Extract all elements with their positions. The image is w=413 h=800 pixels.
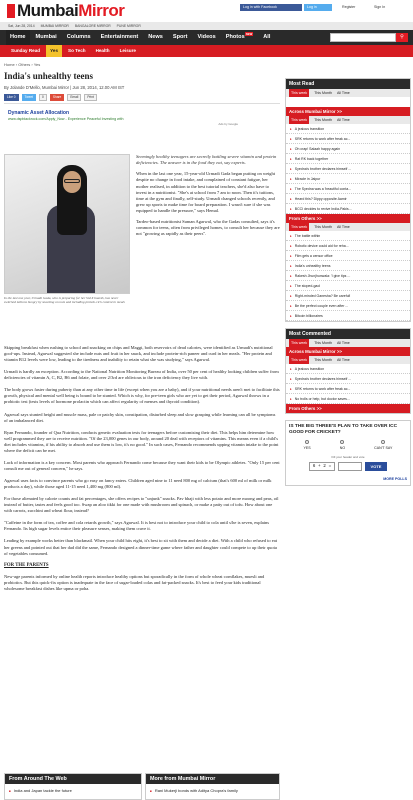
across-mirror-tabs: [286, 116, 410, 124]
section-heading: FOR THE PARENTS: [4, 562, 49, 568]
across-mirror-list: [286, 124, 410, 214]
list-item[interactable]: ▸ Bitcoin billionaires: [286, 311, 410, 321]
poll-options: [289, 440, 407, 451]
logo-text-mirror: Mirror: [78, 0, 125, 20]
more-from-mirror-item[interactable]: ■ Rani Mukerji bonds with Aditya Chopra's family: [146, 788, 279, 793]
new-badge: NEW: [245, 32, 253, 36]
ad-choices[interactable]: Ads by Google: [218, 121, 238, 126]
ad-title[interactable]: Dynamic Asset Allocation: [8, 110, 70, 117]
tweet-button[interactable]: Tweet: [22, 94, 37, 101]
twitter-login-button[interactable]: Log in: [304, 4, 332, 11]
captcha-input[interactable]: [338, 462, 362, 471]
edition-pune[interactable]: PUNE MIRROR: [116, 24, 141, 28]
facebook-login-button[interactable]: Log in with Facebook: [240, 4, 302, 11]
site-logo[interactable]: [7, 1, 124, 21]
from-others-tabs: [286, 223, 410, 231]
nav-item-columns[interactable]: Columns: [66, 34, 91, 40]
tab-this-month[interactable]: This Month: [314, 358, 332, 362]
nav-item-entertainment[interactable]: Entertainment: [100, 34, 139, 40]
list-item[interactable]: ▸ A jealous transition: [286, 364, 410, 374]
most-read-empty: [286, 97, 410, 107]
subnav-item-health[interactable]: Health: [95, 48, 110, 53]
vote-button[interactable]: VOTE: [365, 462, 387, 471]
captcha-hint: Fill your header and vote: [331, 454, 365, 459]
most-read-tabs: [286, 89, 410, 97]
nav-item-mumbai[interactable]: Mumbai: [35, 34, 57, 40]
email-button[interactable]: Email: [67, 94, 81, 101]
most-commented-tabs: [286, 339, 410, 347]
article-intro: Seemingly healthy teenagers are secretly battling severe vitamin and protein deficiencies. The answer is in the food they eat, say experts.: [136, 154, 277, 166]
subnav-item-yes[interactable]: Yes: [46, 45, 62, 57]
register-link[interactable]: Register: [342, 5, 356, 9]
tab-this-month[interactable]: This Month: [314, 91, 332, 95]
top-bar: [0, 0, 413, 22]
list-item[interactable]: ▸ A jealous transition: [286, 124, 410, 134]
tab-this-month[interactable]: This Month: [314, 341, 332, 345]
radio-icon[interactable]: [340, 440, 344, 444]
nav-item-photos[interactable]: [222, 30, 258, 45]
tab-this-week[interactable]: This week: [291, 91, 308, 95]
google-ad[interactable]: [8, 110, 280, 126]
poll-option-cant-say[interactable]: [374, 440, 392, 451]
list-item[interactable]: ▸ Rakesh Jhunjhunwala: 'I give tips ...: [286, 271, 410, 281]
list-item[interactable]: ▸ Right-minded Ganesha? Be careful!: [286, 291, 410, 301]
paragraph: For those alienated by calorie counts and fat percentages, she offers recipes to "unjunk" snacks. Pav bhaji with less potato and more moong and peas, oil instead of butter, tastes and feels good too. Swap an aloo tikki for one made with mushroom and spinach, or make a patty out of tofu. How about one with carrots, zucchini and wheat flour, instead?: [4, 496, 279, 514]
nav-photos-label: Photos: [225, 34, 245, 40]
across-mirror-title[interactable]: Across Mumbai Mirror >>: [286, 107, 410, 116]
nav-item-all[interactable]: All: [263, 34, 271, 40]
nav-item-sport[interactable]: Sport: [172, 34, 188, 40]
poll-option-no[interactable]: [340, 440, 345, 451]
logo-text-mumbai: Mumbai: [17, 0, 79, 20]
poll-widget: [285, 420, 411, 486]
tab-this-week[interactable]: This week: [291, 358, 308, 362]
logo-mark: [7, 4, 15, 18]
list-item[interactable]: ▸ Syedna's brother declares himself ...: [286, 374, 410, 384]
paragraph: Skipping breakfast when rushing to school and snacking on chips and Maggi, both reservoirs of dead calories, were identified as Urmadi's nutritional goof-ups. Instead, Agarwal suggested she include nuts and fruit in her snack, and include protein-rich paneer and curd in her meals. "Her protein and vitamin B12 levels were low, leading to the tiredness and inability to retain what she was studying," says Agarwal.: [4, 345, 273, 363]
poll-option-label: NO: [339, 445, 346, 450]
subnav-item-sunday-read[interactable]: Sunday Read: [11, 48, 41, 53]
ad-url[interactable]: www.dspblackrock.com/Apply_Now - Experience Peaceful Investing with: [8, 116, 124, 121]
list-item[interactable]: ▸ Film gets a censor office: [286, 251, 410, 261]
search-icon[interactable]: ⚲: [396, 33, 408, 42]
subnav-item-so-tech[interactable]: So Tech: [68, 48, 86, 53]
poll-question: IS THE BIG THREE'S PLAN TO TAKE OVER ICC GOOD FOR CRICKET?: [289, 424, 398, 435]
captcha-question: 6 + 2 =: [309, 462, 335, 471]
article-body: [4, 345, 280, 598]
paragraph: Ryan Fernando, founder of Qua Nutrition, conducts genetic evaluation tests for teenagers before customising their diet. This helps him determine how well programmed they are to receive nutrition. "Of the 23,000 genes in our body, around 20 deal with receptors of vitamins. This means even if a child's diet includes vitamins, if his ability to absorb and use them is low, it's no good." In such cases, Fernando recommends upping vitamin intake to the point where the deficit can be met.: [4, 429, 279, 453]
article-figure: [4, 154, 130, 305]
paragraph: Leading by example works better than blackmail. When your child hits eight, it's best to sit with them and decide a diet. With a child who refused to eat her greens and pointed out that her dad did the same, Fernando designed a dinner-time game where father and daughter could compete to up their quota of vegetables consumed.: [4, 538, 278, 556]
paragraph: Agarwal says stunted height and muscle mass, pale or patchy skin, constipation, disturbed sleep and slow grasping while learning can all be symptoms of an imbalanced diet.: [4, 411, 276, 423]
list-item[interactable]: ▸ SRK returns to work after freak ac...: [286, 134, 410, 144]
paragraph: Tardeo-based nutritionist Suman Agarwal, who the Gadas consulted, says it's common for teens, often from privileged homes, to consult her because they are not "growing as rapidly as their peers".: [136, 218, 280, 236]
list-item[interactable]: ▸ Heard this? Dippy opposite Aamir: [286, 194, 410, 204]
photo-caption: In the last one year, Urmadi Gada, who is preparing for her Std X boards, has never switched tuitions hungry by snacking on nuts and including protein-rich content in meals: [4, 296, 125, 305]
across-mirror-title[interactable]: Across Mumbai Mirror >>: [286, 347, 410, 356]
tab-this-month[interactable]: This Month: [314, 118, 332, 122]
page-title: India's unhealthy teens: [4, 71, 94, 82]
edition-bar: [0, 22, 413, 30]
share-button[interactable]: Share: [50, 94, 65, 101]
most-commented-title: Most Commented: [286, 329, 410, 339]
sub-nav: [0, 45, 413, 57]
list-item[interactable]: ▸ SRK returns to work after freak ac...: [286, 384, 410, 394]
article-photo: [4, 154, 130, 294]
breadcrumb[interactable]: Home › Others › Yes: [4, 62, 41, 67]
list-item[interactable]: ▸ BCCI decides to revive India-Pakis...: [286, 204, 410, 214]
tab-all-time[interactable]: All Time: [336, 91, 350, 95]
more-from-mirror-title: More from Mumbai Mirror: [146, 774, 279, 784]
tab-all-time[interactable]: All Time: [336, 341, 350, 345]
paragraph: Lack of information is a key concern. Most parents who approach Fernando come because they want their kids to be Olympic athletes. "Only 15 per cent consult me out of general concern," he says.: [4, 459, 280, 471]
tab-all-time[interactable]: All Time: [336, 358, 350, 362]
from-others-title[interactable]: From Others >>: [286, 404, 410, 413]
paragraph: Agarwal uses facts to convince parents who go easy on fancy eaters. Children aged nine to 11 need 800 mg of calcium (that's 600 ml of milk or milk products a day), while those aged 11-15 need 1,400 mg (800 ml).: [4, 478, 272, 490]
poll-option-label: CAN'T SAY: [374, 445, 393, 450]
around-the-web-title: From Around The Web: [5, 774, 141, 784]
article: [4, 62, 280, 592]
tab-all-time[interactable]: All Time: [336, 118, 350, 122]
facebook-like-button[interactable]: Like 0: [4, 94, 19, 101]
share-count: 0: [39, 94, 47, 101]
from-others-title[interactable]: From Others >>: [286, 214, 410, 223]
poll-option-yes[interactable]: [304, 440, 311, 451]
more-polls-link[interactable]: MORE POLLS: [383, 476, 407, 481]
tab-this-week[interactable]: This week: [291, 118, 308, 122]
list-item[interactable]: ▸ No trolls or help, but doctor saves...: [286, 394, 410, 404]
share-bar: [4, 94, 280, 104]
list-item[interactable]: ▸ India's unhealthy teens: [286, 261, 410, 271]
paragraph: New-age parents informed by online health reports introduce healthy options but sporadically in the form of whole wheat cornflakes, muesli and probiotics. But this quick-fix option is inadequate in the face of sugar-loaded colas and fat-packed snacks. It's best to feed your kids traditional wholesome breakfast dishes like upma or poha.: [4, 574, 265, 592]
subnav-item-leisure[interactable]: Leisure: [119, 48, 136, 53]
edition-mumbai[interactable]: MUMBAI MIRROR: [40, 24, 69, 28]
around-the-web-box: [4, 773, 142, 800]
from-others-list: [286, 231, 410, 321]
around-the-web-item[interactable]: ■ India and Japan tackle the future: [5, 788, 141, 793]
list-item[interactable]: ▸ The Syedna was a 'beautiful conta...: [286, 184, 410, 194]
list-item[interactable]: ▸ Rat RK back together: [286, 154, 410, 164]
most-read-title: Most Read: [286, 79, 410, 89]
tab-this-week[interactable]: This week: [291, 225, 308, 229]
sidebar: [285, 78, 411, 486]
article-lede: [136, 154, 280, 237]
list-item[interactable]: ▸ Miracle in Jaipur: [286, 174, 410, 184]
list-item[interactable]: ▸ The stoped-gaol: [286, 281, 410, 291]
radio-icon[interactable]: [381, 440, 385, 444]
list-item[interactable]: ▸ The battle within: [286, 231, 410, 241]
across-mirror-tabs: [286, 356, 410, 364]
edition-bangalore[interactable]: BANGALORE MIRROR: [74, 24, 111, 28]
sign-in-link[interactable]: Sign In: [374, 5, 386, 9]
paragraph: "Caffeine in the form of tea, coffee and cola retards growth," says Agarwal. It is best not to introduce your child to cola until s/he is seven, explains Fernando. Its high sugar levels entice their pleasure senses, making them crave it.: [4, 520, 270, 532]
tab-all-time[interactable]: All Time: [336, 225, 350, 229]
date-label: Sat, Jun 28, 2014: [8, 24, 35, 28]
paragraph: When in the last one year, 15-year-old Urmadi Gada began putting on weight despite no change in food intake, and complained of constant fatigue, her mother realised, in addition to the best tutorial teachers, she'd also have to invest in a nutritionist. "She's at school from 7 am to noon. Then it's tuitions, time at the gym and finally, self-study. Urmadi changed schools recently, and grew up sports to make time for board preparation. I wasn't sure if she was equipped to handle the pressure," says Hemal.: [136, 171, 276, 213]
nav-item-news[interactable]: News: [148, 34, 163, 40]
photo-figure-glasses: [64, 179, 80, 183]
most-commented-widget: [285, 328, 411, 414]
commented-list: [286, 364, 410, 404]
tab-this-week[interactable]: This week: [291, 341, 308, 345]
print-button[interactable]: Print: [84, 94, 97, 101]
byline: By Jolande D'Mello, Mumbai Mirror | Jun 28, 2014, 12.00 AM IST: [4, 84, 125, 90]
paragraph: Urmadi is hardly an exception. According to the National Nutrition Monitoring Bureau of India, over 50 per cent of healthy looking children suffer from deficiencies of vitamin A, C, B2, B6 and folate, and over 2/3rd are oblivious to the iron deficiency they live with.: [4, 369, 279, 381]
nav-item-videos[interactable]: Videos: [197, 34, 216, 40]
most-read-widget: [285, 78, 411, 322]
nav-item-home[interactable]: Home: [6, 30, 30, 45]
tab-this-month[interactable]: This Month: [314, 225, 332, 229]
list-item[interactable]: ▸ Oh crap! Salaah happy again: [286, 144, 410, 154]
list-item[interactable]: ▸ Syedna's brother declares himself ...: [286, 164, 410, 174]
search-input[interactable]: [330, 33, 396, 42]
paragraph: The body grows faster during puberty than at any other time in life (except when you are a baby), and if your nutritional needs aren't met to facilitate this growth, physical and mental well being is bound to be stunted. Which is why, for pre-teen girls who are yet to get their period, Agarwal throws in a probiotic test (tests levels of hormone prolactin which can affect regularity of menses and thyroid condition).: [4, 387, 280, 405]
list-item[interactable]: ▸ Robotic device could aid for reha...: [286, 241, 410, 251]
more-from-mirror-box: [145, 773, 280, 800]
poll-option-label: YES: [303, 445, 311, 450]
captcha-row: [289, 462, 407, 471]
radio-icon[interactable]: [305, 440, 309, 444]
list-item[interactable]: ▸ Be the perfect couple even after ...: [286, 301, 410, 311]
